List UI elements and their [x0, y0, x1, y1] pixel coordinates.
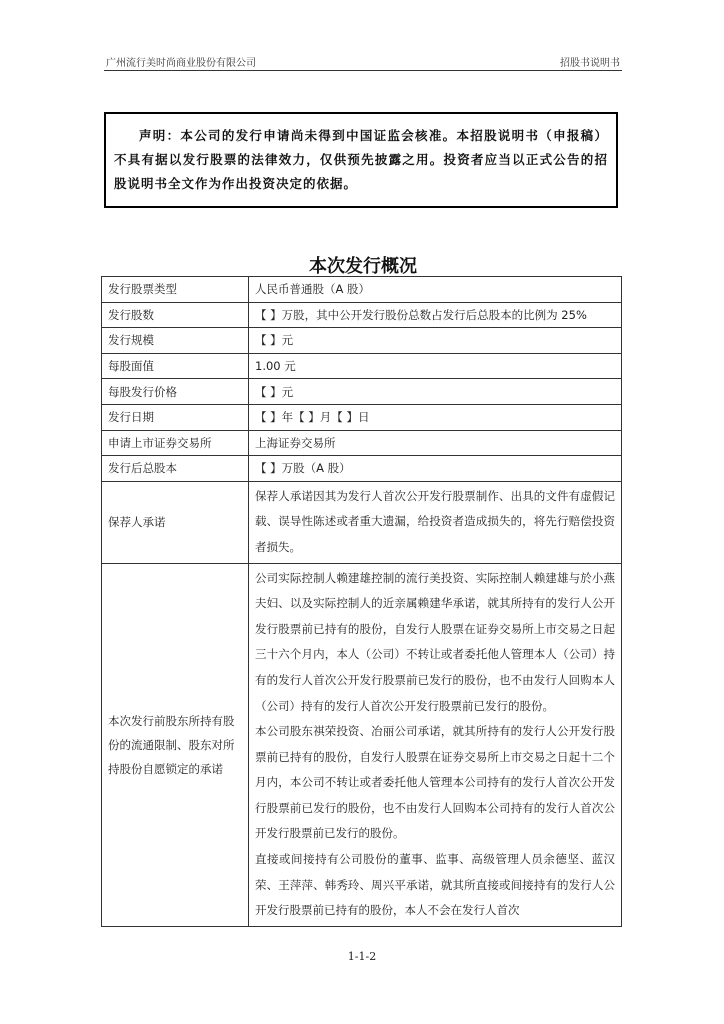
row-label: 发行规模	[102, 328, 249, 354]
header-rule	[104, 70, 622, 71]
page-number: 1-1-2	[347, 950, 377, 963]
table-row	[102, 430, 622, 456]
row-label: 申请上市证券交易所	[102, 430, 249, 456]
row-label: 每股发行价格	[102, 379, 249, 405]
row-value: 上海证券交易所	[249, 430, 622, 456]
table-row	[102, 328, 622, 354]
lockup-paragraph: 直接或间接持有公司股份的董事、监事、高级管理人员余德坚、蓝汉荣、王萍萍、韩秀玲、周兴平承诺，就其所直接或间接持有的发行人公开发行股票前已持有的股份，本人不会在发行人首次	[255, 852, 615, 918]
row-label: 发行日期	[102, 404, 249, 430]
row-value: 【 】元	[249, 379, 622, 405]
lockup-paragraph: 本公司股东祺荣投资、冶丽公司承诺，就其所持有的发行人公开发行股票前已持有的股份，自发行人股票在证券交易所上市交易之日起十二个月内，本公司不转让或者委托他人管理本公司持有的发行人首次公开发行股票前已发行的股份，也不由发行人回购本公司持有的发行人首次公开发行股票前已发行的股份。	[255, 724, 615, 841]
header-company-name: 广州流行美时尚商业股份有限公司	[106, 58, 256, 69]
row-label: 发行后总股本	[102, 456, 249, 482]
page-header	[104, 54, 622, 68]
table-row	[102, 302, 622, 328]
row-value: 【 】元	[249, 328, 622, 354]
table-row	[102, 353, 622, 379]
table-row	[102, 277, 622, 303]
disclaimer-box	[104, 112, 618, 208]
table-row	[102, 379, 622, 405]
lockup-label: 本次发行前股东所持有股份的流通限制、股东对所持股份自愿锁定的承诺	[102, 563, 249, 926]
row-label: 发行股数	[102, 302, 249, 328]
row-value: 【 】万股（A 股）	[249, 456, 622, 482]
table-row	[102, 404, 622, 430]
row-label: 发行股票类型	[102, 277, 249, 303]
row-value: 【 】万股，其中公开发行股份总数占发行后总股本的比例为 25%	[249, 302, 622, 328]
lockup-commitments	[249, 563, 622, 926]
disclaimer-text: 声明：本公司的发行申请尚未得到中国证监会核准。本招股说明书（申报稿）不具有据以发行股票的法律效力，仅供预先披露之用。投资者应当以正式公告的招股说明书全文作为作出投资决定的依据。	[114, 128, 608, 191]
lockup-paragraph: 公司实际控制人赖建雄控制的流行美投资、实际控制人赖建雄与於小燕夫妇、以及实际控制人的近亲属赖建华承诺，就其所持有的发行人公开发行股票前已持有的股份，自发行人股票在证券交易所上市交易之日起三十六个月内，本人（公司）不转让或者委托他人管理本人（公司）持有的发行人首次公开发行股票前已发行的股份，也不由发行人回购本人（公司）持有的发行人首次公开发行股票前已发行的股份。	[255, 570, 615, 713]
row-value: 人民币普通股（A 股）	[249, 277, 622, 303]
row-value: 【 】年【 】月【 】日	[249, 404, 622, 430]
overview-title: 本次发行概况	[309, 256, 417, 277]
header-document-type: 招股书说明书	[560, 58, 620, 69]
row-label: 每股面值	[102, 353, 249, 379]
row-value: 1.00 元	[249, 353, 622, 379]
table-row	[102, 456, 622, 482]
sponsor-commitment: 保荐人承诺因其为发行人首次公开发行股票制作、出具的文件有虚假记载、误导性陈述或者重大遗漏，给投资者造成损失的，将先行赔偿投资者损失。	[249, 481, 622, 563]
table-row-sponsor	[102, 481, 622, 563]
offering-overview-table	[101, 276, 622, 927]
sponsor-label: 保荐人承诺	[102, 481, 249, 563]
table-row-lockup	[102, 563, 622, 926]
